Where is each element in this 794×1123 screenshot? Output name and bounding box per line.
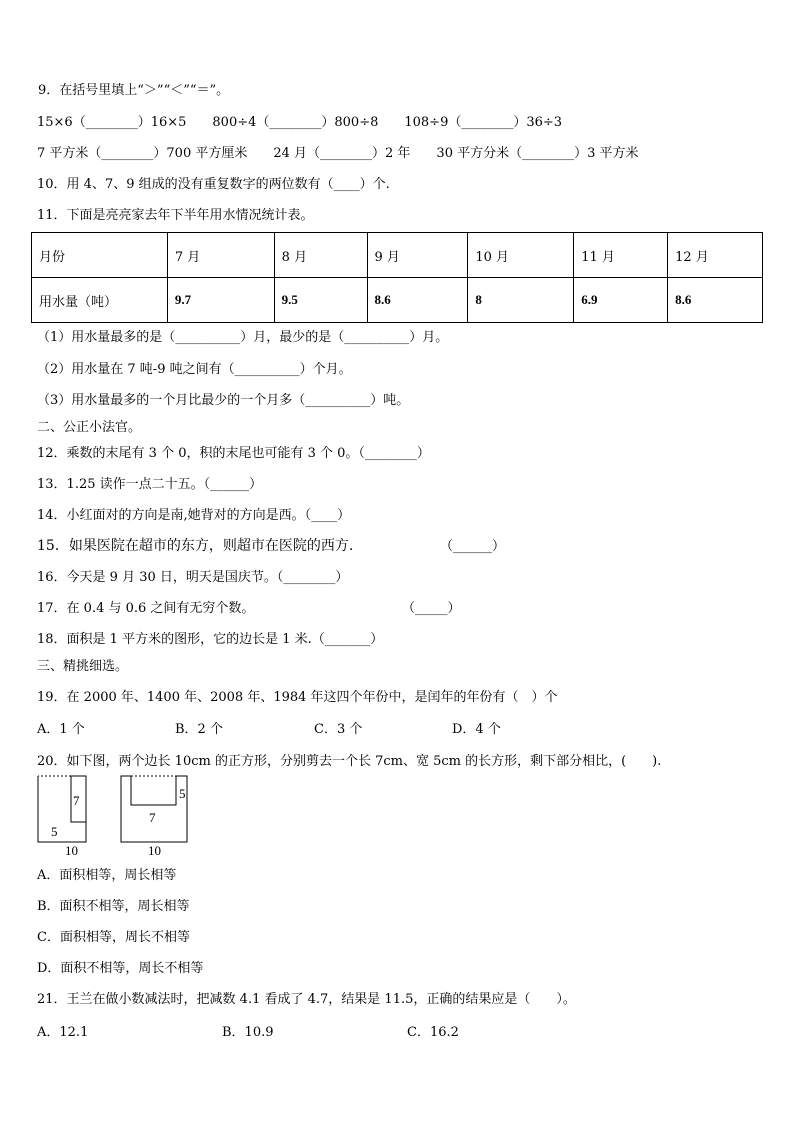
q18: 18．面积是 1 平方米的图形，它的边长是 1 米.（_______）	[37, 632, 384, 647]
q11-sub3: （3）用水量最多的一个月比最少的一个月多（__________）吨。	[37, 393, 410, 408]
q11-title: 11．下面是亮亮家去年下半年用水情况统计表。	[37, 208, 314, 223]
value-cell: 8	[468, 278, 574, 323]
month-cell: 11 月	[574, 233, 668, 278]
figure-label: 10	[148, 843, 161, 858]
section-3-heading: 三、精挑细选。	[37, 659, 129, 674]
q9-row2: 7 平方米（________）700 平方厘米 24 月（________）2 年 30 平方分米（________）3 平方米	[37, 146, 639, 161]
q13: 13．1.25 读作一点二十五。（______）	[37, 477, 263, 492]
figure-label: 7	[73, 793, 80, 808]
q19-option-c: C．3 个	[314, 722, 363, 737]
table-row	[32, 233, 763, 278]
value-cell: 9.5	[274, 278, 367, 323]
figure-label: 10	[65, 843, 78, 858]
q21-option-c: C．16.2	[407, 1025, 459, 1040]
month-cell: 7 月	[167, 233, 274, 278]
q9-title: 9．在括号里填上“＞”“＜”“＝”。	[38, 83, 230, 98]
q19-stem: 19．在 2000 年、1400 年、2008 年、1984 年这四个年份中，是闰年的年份有（ ）个	[37, 690, 558, 705]
q21-option-a: A．12.1	[37, 1025, 89, 1040]
q11-sub1: （1）用水量最多的是（__________）月，最少的是（__________）月。	[37, 330, 449, 345]
q20-squares-figure	[30, 775, 200, 860]
section-2-heading: 二、公正小法官。	[37, 420, 142, 435]
figure-label: 5	[179, 786, 186, 801]
right-square-figure	[121, 776, 187, 842]
q15: 15．如果医院在超市的东方，则超市在医院的西方.	[37, 538, 354, 554]
value-cell: 8.6	[668, 278, 763, 323]
q10: 10．用 4、7、9 组成的没有重复数字的两位数有（____）个.	[37, 177, 390, 192]
q19-option-d: D．4 个	[452, 722, 501, 737]
month-cell: 12 月	[668, 233, 763, 278]
q12: 12．乘数的末尾有 3 个 0，积的末尾也可能有 3 个 0。（________）	[37, 446, 430, 461]
q19-option-a: A．1 个	[37, 722, 85, 737]
value-cell: 9.7	[167, 278, 274, 323]
q15-blank: （______）	[440, 539, 506, 554]
left-square-figure	[38, 776, 86, 842]
row-header-usage: 用水量（吨）	[32, 278, 168, 323]
value-cell: 8.6	[367, 278, 468, 323]
table-row	[32, 278, 763, 323]
row-header-month: 月份	[32, 233, 168, 278]
q21-stem: 21．王兰在做小数减法时，把减数 4.1 看成了 4.7，结果是 11.5，正确的结果应是（ ）。	[37, 992, 576, 1007]
month-cell: 10 月	[468, 233, 574, 278]
q11-sub2: （2）用水量在 7 吨-9 吨之间有（__________）个月。	[37, 362, 352, 377]
q9-row1: 15×6（________）16×5 800÷4（________）800÷8 108÷9（________）36÷3	[37, 115, 563, 130]
q17: 17．在 0.4 与 0.6 之间有无穷个数。	[37, 601, 255, 616]
month-cell: 8 月	[274, 233, 367, 278]
q16: 16．今天是 9 月 30 日，明天是国庆节。（________）	[37, 570, 349, 585]
q17-blank: （_____）	[402, 601, 461, 616]
figure-label: 5	[51, 824, 58, 839]
value-cell: 6.9	[574, 278, 668, 323]
water-usage-table	[31, 232, 763, 323]
q21-option-b: B．10.9	[222, 1025, 274, 1040]
q19-option-b: B．2 个	[175, 722, 223, 737]
month-cell: 9 月	[367, 233, 468, 278]
figure-label: 7	[149, 810, 156, 825]
q20-stem: 20．如下图，两个边长 10cm 的正方形，分别剪去一个长 7cm、宽 5cm 的长方形，剩下部分相比，( ).	[37, 754, 662, 769]
q20-option-b: B．面积不相等，周长相等	[37, 899, 190, 914]
q20-option-a: A．面积相等，周长相等	[37, 868, 177, 883]
q20-option-d: D．面积不相等，周长不相等	[37, 961, 204, 976]
q14: 14．小红面对的方向是南,她背对的方向是西。（____）	[37, 508, 351, 523]
q20-option-c: C．面积相等，周长不相等	[37, 930, 190, 945]
